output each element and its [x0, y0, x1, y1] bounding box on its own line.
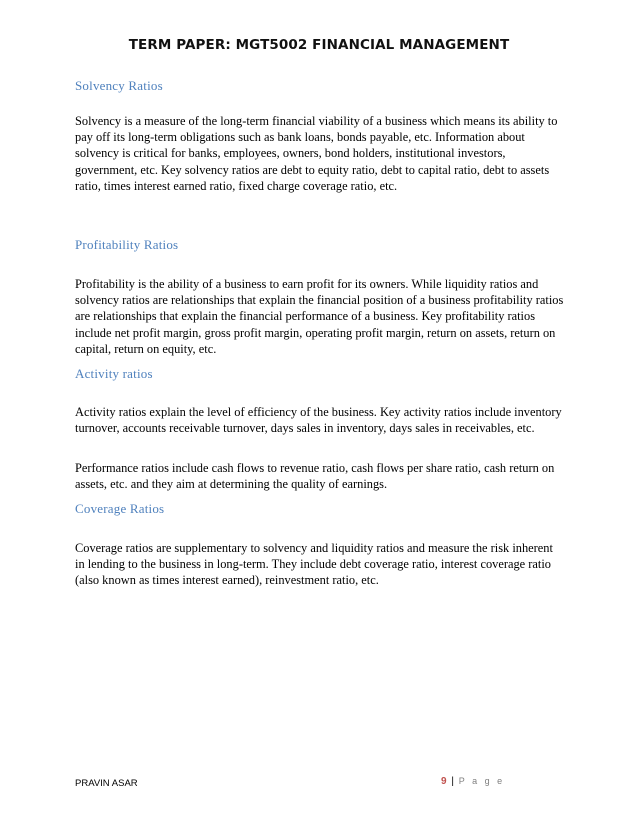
- page-title: TERM PAPER: MGT5002 FINANCIAL MANAGEMENT: [128, 37, 510, 53]
- section-heading-coverage: Coverage Ratios: [75, 501, 165, 516]
- footer-author: PRAVIN ASAR: [75, 778, 138, 789]
- section-heading-solvency: Solvency Ratios: [75, 78, 163, 93]
- paragraph-profitability: Profitability is the ability of a business to earn profit for its owners. While liquidity ratios and solvency ratios are relationships that explain the financial position of a business profitability ratios are relationships that explain the financial performance of a business. Key profitability ratios include net profit margin, gross profit margin, operating profit margin, return on assets, return on capital, return on equity, etc.: [75, 277, 564, 356]
- section-heading-activity: Activity ratios: [75, 366, 153, 381]
- footer-separator: |: [451, 776, 454, 787]
- paragraph-coverage: Coverage ratios are supplementary to solvency and liquidity ratios and measure the risk inherent in lending to the business in long-term. They include debt coverage ratio, interest coverage ratio (also known as times interest earned), reinvestment ratio, etc.: [75, 541, 553, 588]
- paragraph-solvency: Solvency is a measure of the long-term financial viability of a business which means its ability to pay off its long-term obligations such as bank loans, bonds payable, etc. Information about solvency is critical for banks, employees, owners, bond holders, institutional investors, government, etc. Key solvency ratios are debt to equity ratio, debt to capital ratio, debt to assets ratio, times interest earned ratio, fixed charge coverage ratio, etc.: [75, 114, 558, 193]
- paragraph-performance: Performance ratios include cash flows to revenue ratio, cash flows per share ratio, cash return on assets, etc. and they aim at determining the quality of earnings.: [75, 461, 555, 492]
- section-heading-profitability: Profitability Ratios: [75, 237, 179, 252]
- page-label: P a g e: [458, 776, 505, 786]
- paragraph-activity: Activity ratios explain the level of efficiency of the business. Key activity ratios include inventory turnover, accounts receivable turnover, days sales in inventory, days sales in receivables, etc.: [75, 405, 562, 436]
- footer-page-info: [441, 776, 505, 787]
- page-number: 9: [441, 776, 447, 787]
